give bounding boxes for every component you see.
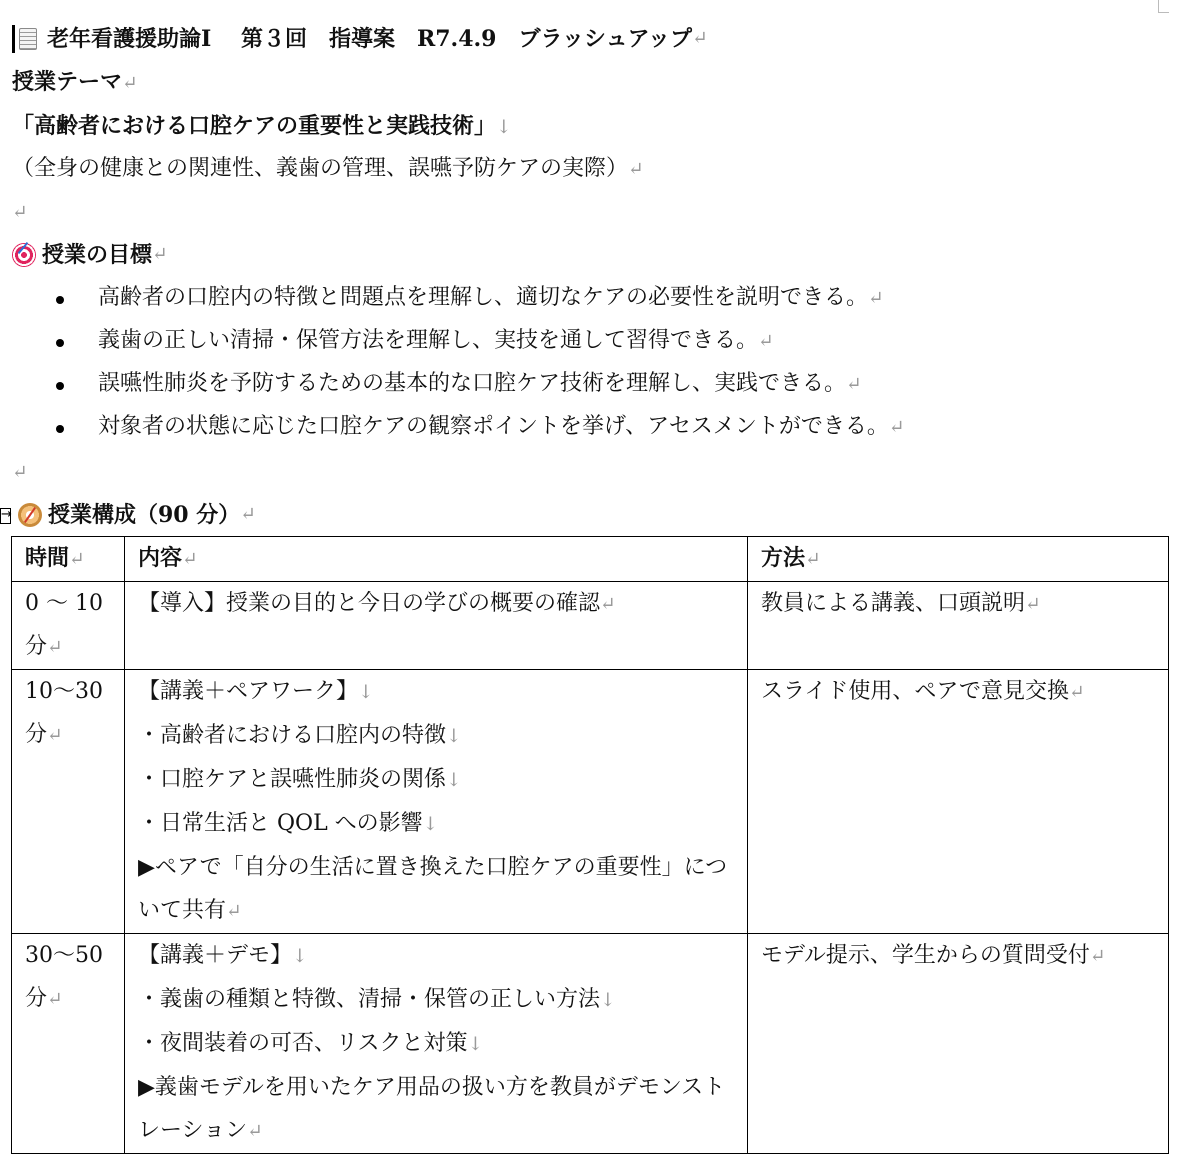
line-break-mark: ↓ (422, 814, 439, 835)
line-break-mark: ↓ (446, 770, 462, 791)
theme-label (12, 67, 138, 99)
document-icon (19, 28, 37, 50)
cell-mark: ↵ (805, 549, 821, 570)
schedule-table (11, 536, 1169, 1154)
header-time (12, 537, 125, 582)
table-move-handle-icon[interactable]: → (1, 507, 12, 522)
goals-heading (12, 240, 168, 270)
document-title (12, 24, 708, 54)
empty-paragraph (12, 197, 28, 228)
content-text: ・口腔ケアと誤嚥性肺炎の関係 (138, 767, 447, 792)
cell-time (12, 582, 125, 670)
goal-item (0, 412, 905, 455)
line-break-mark: ↓ (358, 682, 374, 703)
content-text: ・夜間装着の可否、リスクと対策 (138, 1031, 468, 1056)
paragraph-mark: ↵ (758, 331, 774, 352)
page-corner-mark (1158, 0, 1169, 13)
content-line (138, 1022, 739, 1066)
goal-text: 対象者の状態に応じた口腔ケアの観察ポイントを挙げ、アセスメントができる。 (98, 414, 889, 439)
line-break-mark: ↓ (467, 1034, 484, 1055)
paragraph-mark: ↵ (12, 202, 28, 223)
header-content (125, 537, 748, 582)
cell-mark: ↵ (182, 549, 198, 570)
theme-main (12, 111, 512, 143)
goal-item (0, 369, 905, 412)
theme-sub (12, 154, 644, 185)
paragraph-mark: ↵ (888, 417, 905, 438)
goal-text: 誤嚥性肺炎を予防するための基本的な口腔ケア技術を理解し、実践できる。 (98, 371, 847, 396)
cell-method (748, 670, 1169, 934)
cell-mark: ↵ (47, 637, 63, 658)
paragraph-mark: ↵ (628, 159, 644, 180)
content-text: ▶義歯モデルを用いたケア用品の扱い方を教員がデモンストレーション (138, 1075, 726, 1143)
header-time-text: 時間 (25, 545, 70, 571)
cell-mark: ↵ (69, 549, 85, 570)
table-header-row (12, 537, 1169, 582)
theme-sub-text: （全身の健康との関連性、義歯の管理、誤嚥予防ケアの実際） (12, 156, 629, 181)
cell-content (125, 934, 748, 1154)
table-row (12, 582, 1169, 670)
content-text: ・義歯の種類と特徴、清掃・保管の正しい方法 (138, 987, 601, 1012)
paragraph-mark: ↵ (226, 901, 242, 922)
goal-item (0, 326, 905, 369)
content-line (138, 1066, 739, 1153)
header-content-text: 内容 (138, 545, 183, 571)
cell-time (12, 934, 125, 1154)
time-text: 30～50 分 (25, 943, 103, 1011)
paragraph-mark: ↵ (122, 73, 138, 94)
theme-label-text: 授業テーマ (12, 69, 123, 95)
target-icon (12, 243, 36, 267)
text-cursor (12, 25, 15, 53)
goal-text: 義歯の正しい清掃・保管方法を理解し、実技を通して習得できる。 (98, 328, 759, 353)
cell-method (748, 934, 1169, 1154)
paragraph-mark: ↵ (868, 288, 884, 309)
goal-text: 高齢者の口腔内の特徴と問題点を理解し、適切なケアの必要性を説明できる。 (98, 285, 869, 310)
method-text: 教員による講義、口頭説明 (761, 591, 1026, 616)
cell-mark: ↵ (1089, 946, 1106, 967)
content-line (138, 714, 739, 758)
method-text: モデル提示、学生からの質問受付 (761, 943, 1090, 968)
method-text: スライド使用、ペアで意見交換 (761, 679, 1070, 704)
compass-icon (18, 503, 42, 527)
content-line (138, 934, 739, 978)
content-text: 【導入】授業の目的と今日の学びの概要の確認 (138, 591, 601, 616)
table-row (12, 934, 1169, 1154)
title-text: 老年看護援助論Ⅰ 第３回 指導案 R7.4.9 ブラッシュアップ (47, 26, 693, 52)
line-break-mark: ↓ (600, 990, 616, 1011)
paragraph-mark: ↵ (240, 504, 256, 525)
content-line (138, 670, 739, 714)
content-line (138, 758, 739, 802)
header-method-text: 方法 (761, 545, 806, 571)
content-line (138, 846, 739, 933)
structure-heading (12, 500, 256, 530)
content-text: ▶ペアで「自分の生活に置き換えた口腔ケアの重要性」について共有 (138, 855, 728, 923)
cell-mark: ↵ (47, 989, 63, 1010)
time-text: 0 ～ 10 分 (25, 591, 103, 659)
empty-paragraph (12, 457, 28, 488)
content-line (138, 978, 739, 1022)
content-text: 【講義＋ペアワーク】 (138, 679, 359, 704)
paragraph-mark: ↵ (600, 594, 616, 615)
cell-method (748, 582, 1169, 670)
goal-list (0, 283, 905, 455)
cell-mark: ↵ (47, 725, 63, 746)
structure-heading-text: 授業構成（90 分） (48, 502, 241, 528)
cell-content (125, 582, 748, 670)
cell-content (125, 670, 748, 934)
content-text: ・日常生活と QOL への影響 (138, 811, 423, 836)
cell-mark: ↵ (1069, 682, 1085, 703)
time-text: 10～30 分 (25, 679, 103, 747)
cell-mark: ↵ (1025, 594, 1041, 615)
line-break-mark: ↓ (292, 946, 308, 967)
goal-item (0, 283, 905, 326)
line-break-mark: ↓ (446, 726, 462, 747)
content-line (138, 802, 739, 846)
cell-time (12, 670, 125, 934)
content-line (138, 582, 739, 626)
paragraph-mark: ↵ (12, 462, 28, 483)
content-text: 【講義＋デモ】 (138, 943, 293, 968)
content-text: ・高齢者における口腔内の特徴 (138, 723, 447, 748)
goals-heading-text: 授業の目標 (42, 242, 153, 268)
paragraph-mark: ↵ (152, 244, 168, 265)
header-method (748, 537, 1169, 582)
paragraph-mark: ↵ (846, 374, 862, 395)
line-break-mark: ↓ (496, 117, 512, 138)
paragraph-mark: ↵ (247, 1121, 263, 1142)
theme-main-text: 「高齢者における口腔ケアの重要性と実践技術」 (12, 113, 497, 139)
table-row (12, 670, 1169, 934)
paragraph-mark: ↵ (692, 28, 708, 49)
